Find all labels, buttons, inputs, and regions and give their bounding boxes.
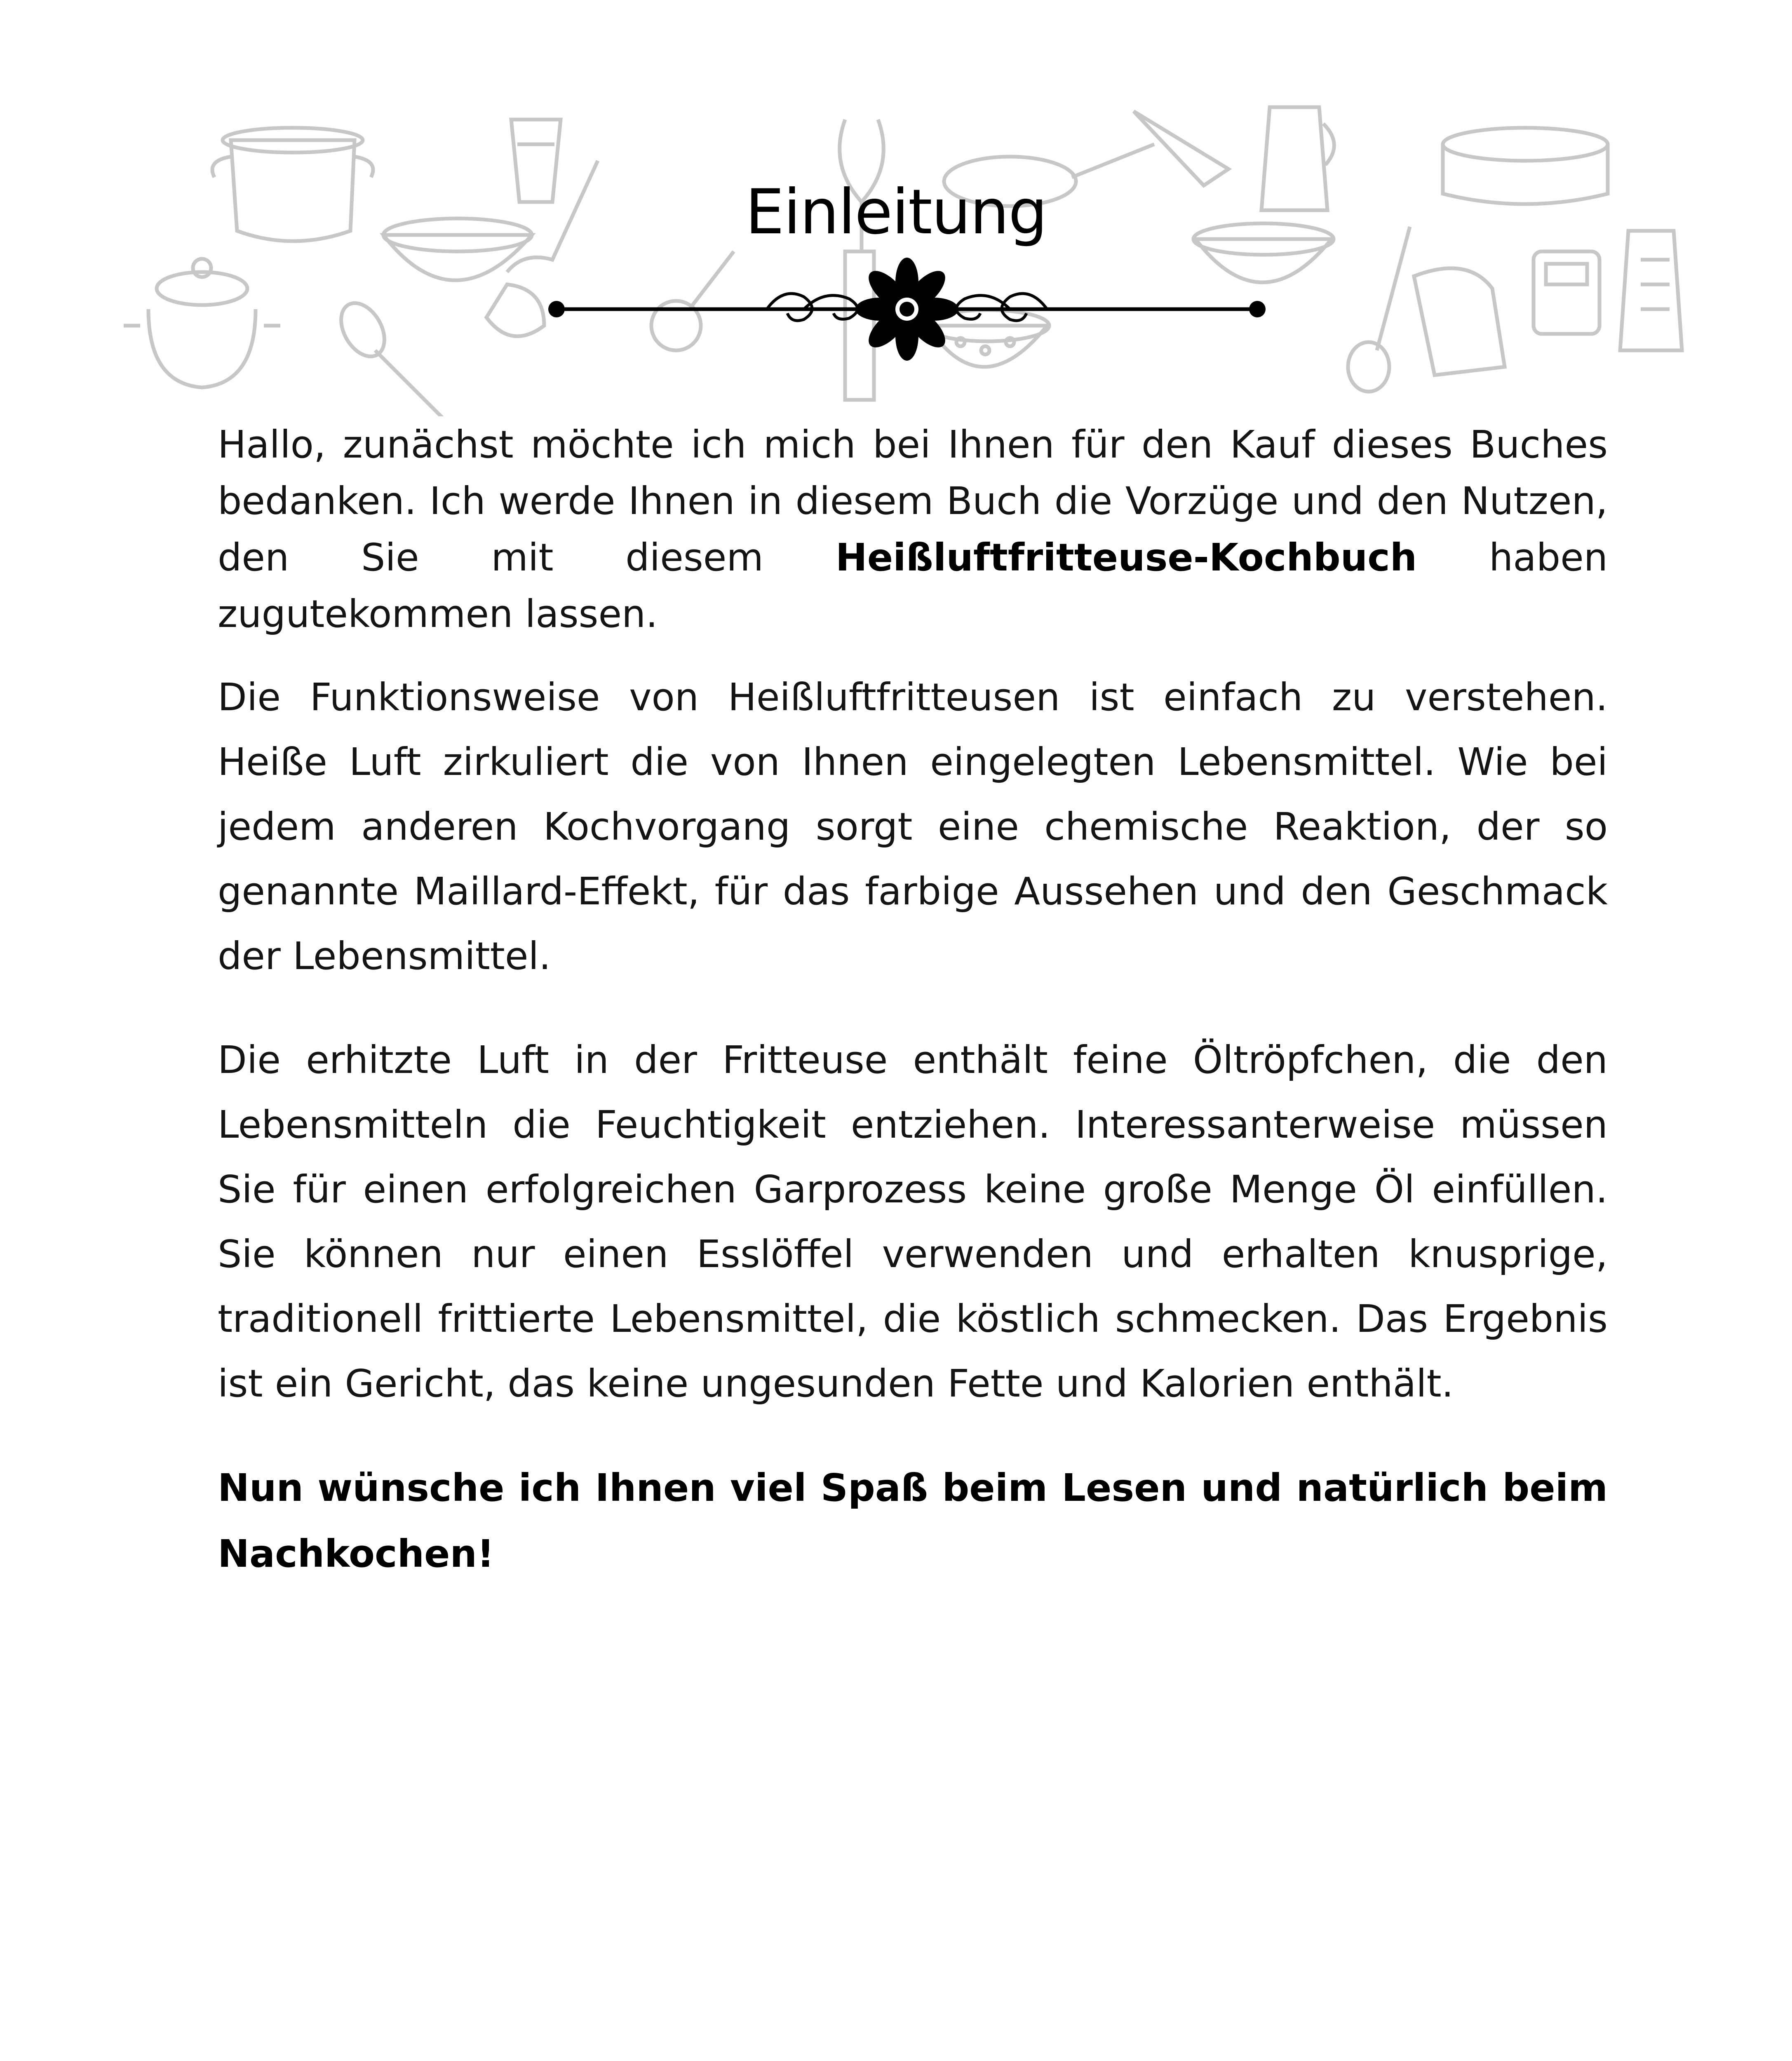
flower-divider-icon: [536, 256, 1278, 363]
kitchen-scale-icon: [1534, 251, 1599, 334]
page-title: Einleitung: [745, 176, 1047, 248]
spoon-icon: [332, 296, 449, 416]
paragraph-3: Die erhitzte Luft in der Fritteuse enthält feine Öltröpfchen, die den Lebensmitteln die Feuchtigkeit entziehen. Interessanterweise müssen Sie für einen erfolgreichen Garprozess keine große Menge Öl einfüllen. Sie können nur einen Esslöffel verwenden und erhalten knusprige, traditionell frittierte Lebensmittel, die köstlich schmecken. Das Ergebnis ist ein Gericht, das keine ungesunden Fette und Kalorien enthält.: [218, 1038, 1608, 1406]
ladle-icon-right: [1348, 227, 1410, 392]
introduction-text: [218, 416, 1608, 1587]
paragraph-1: Hallo, zunächst möchte ich mich bei Ihnen für den Kauf dieses Buches bedanken. Ich werde Ihnen in diesem Buch die Vorzüge und den Nutzen, den Sie mit diesem Heißluftfritteuse-Kochbuch haben zugutekommen lassen.: [218, 423, 1608, 636]
closing-paragraph: Nun wünsche ich Ihnen viel Spaß beim Lesen und natürlich beim Nachkochen!: [218, 1466, 1608, 1576]
knife-icon: [1134, 111, 1228, 185]
book-title-bold: Heißluftfritteuse-Kochbuch: [835, 535, 1417, 580]
oven-mitt-icon: [1414, 268, 1505, 375]
casserole-icon: [124, 259, 280, 387]
paragraph-2: Die Funktionsweise von Heißluftfritteusen ist einfach zu verstehen. Heiße Luft zirkuliert die von Ihnen eingelegten Lebensmittel. Wie bei jedem anderen Kochvorgang sorgt eine chemische Reaktion, der so genannte Maillard-Effekt, für das farbige Aussehen und den Geschmack der Lebensmittel.: [218, 675, 1608, 978]
